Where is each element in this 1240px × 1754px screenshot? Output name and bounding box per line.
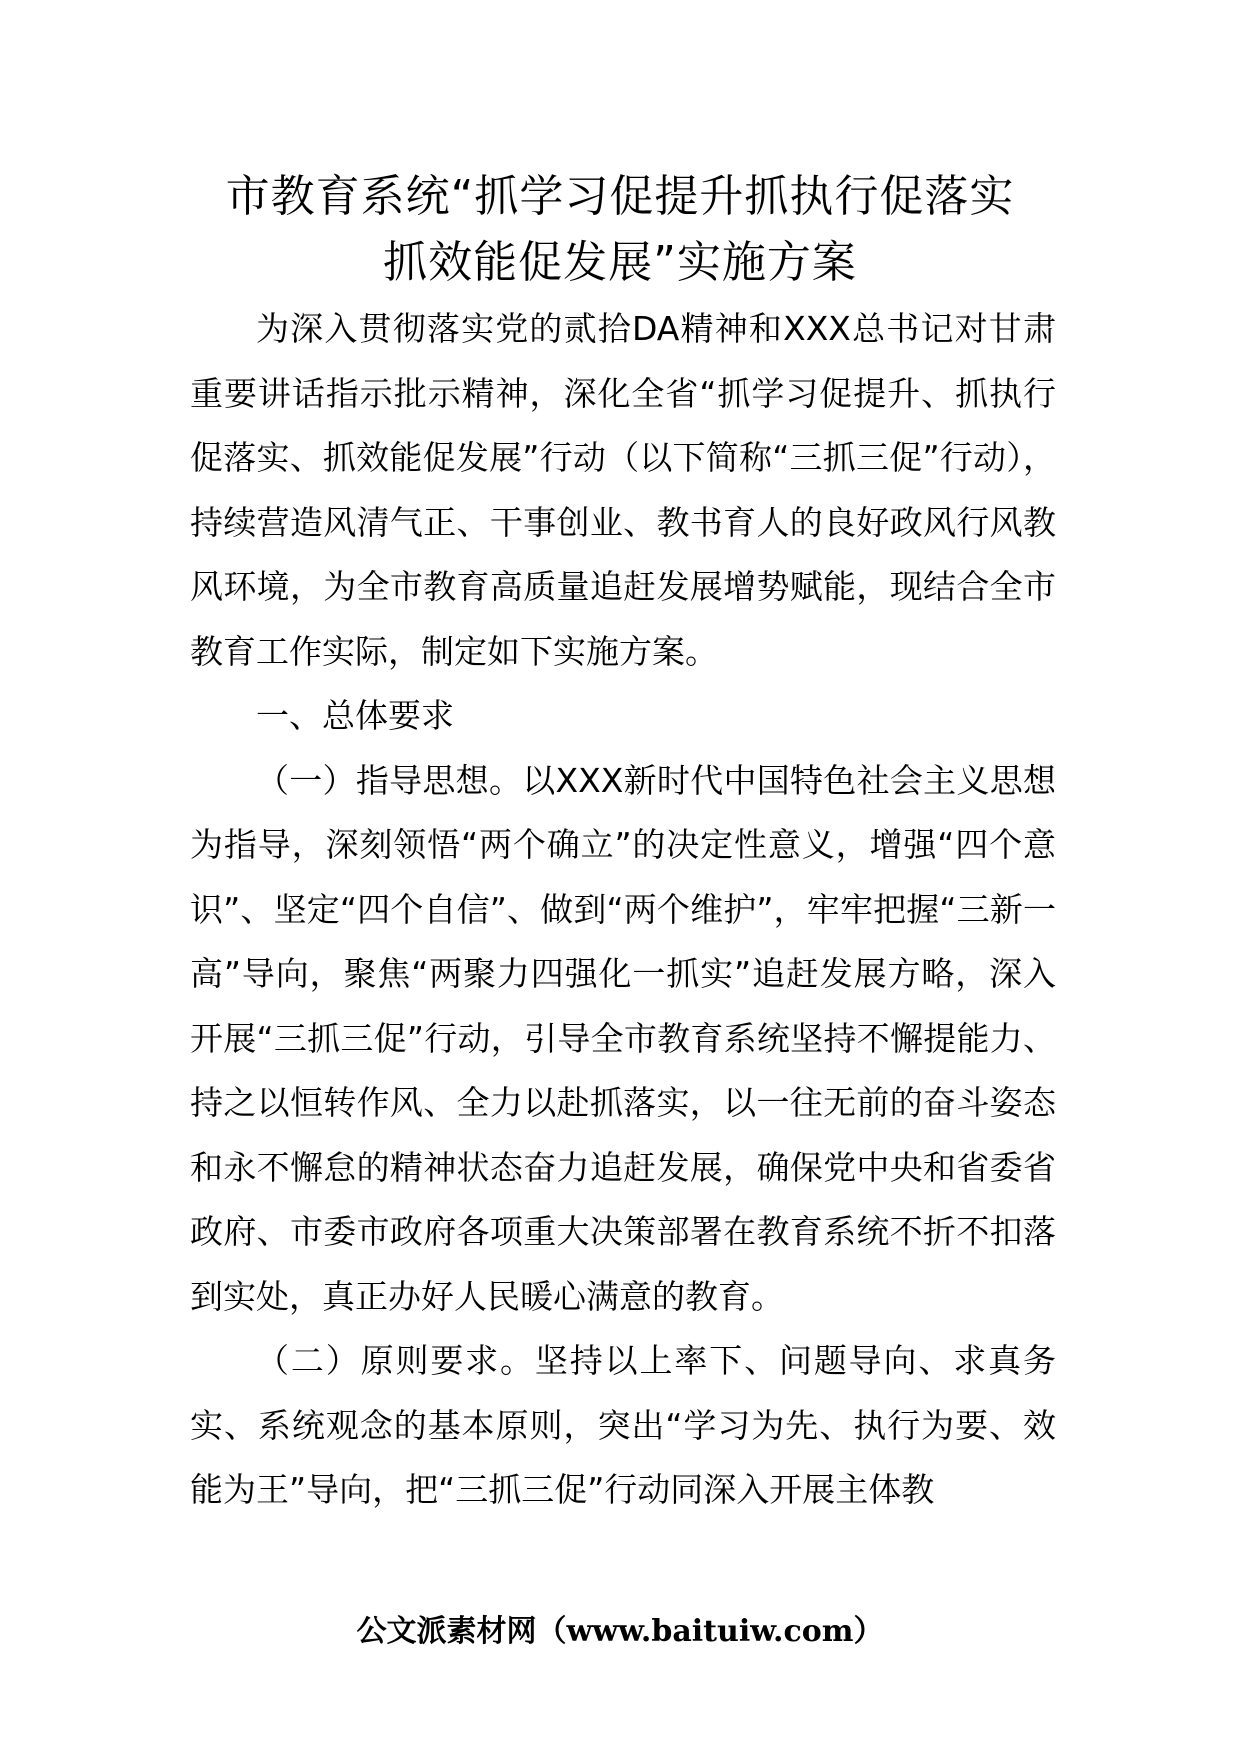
footer-watermark: [0, 1612, 1240, 1652]
paragraph-intro: 为深入贯彻落实党的贰拾DA精神和XXX总书记对甘肃重要讲话指示批示精神，深化全省“抓学习促提升、抓执行促落实、抓效能促发展”行动（以下简称“三抓三促”行动），持续营造风清气正、干事创业、教书育人的良好政风行风教风环境，为全市教育高质量追赶发展增势赋能，现结合全市教育工作实际，制定如下实施方案。: [190, 309, 1056, 671]
section-heading-general-requirements: 一、总体要求: [256, 696, 454, 735]
document-title-line2: 抓效能促发展”实施方案: [383, 237, 857, 288]
footer-text: 公文派素材网（www.baituiw.com）: [356, 1614, 884, 1649]
document-title-line1: 市教育系统“抓学习促提升抓执行促落实: [225, 171, 1015, 222]
paragraph-principles: （二）原则要求。坚持以上率下、问题导向、求真务实、系统观念的基本原则，突出“学习为先、执行为要、效能为王”导向，把“三抓三促”行动同深入开展主体教: [190, 1341, 1056, 1509]
paragraph-guiding-ideology: （一）指导思想。以XXX新时代中国特色社会主义思想为指导，深刻领悟“两个确立”的决定性意义，增强“四个意识”、坚定“四个自信”、做到“两个维护”，牢牢把握“三新一高”导向，聚焦“两聚力四强化一抓实”追赶发展方略，深入开展“三抓三促”行动，引导全市教育系统坚持不懈提能力、持之以恒转作风、全力以赴抓落实，以一往无前的奋斗姿态和永不懈怠的精神状态奋力追赶发展，确保党中央和省委省政府、市委市政府各项重大决策部署在教育系统不折不扣落到实处，真正办好人民暖心满意的教育。: [190, 760, 1056, 1316]
document-body: [190, 297, 1056, 1523]
